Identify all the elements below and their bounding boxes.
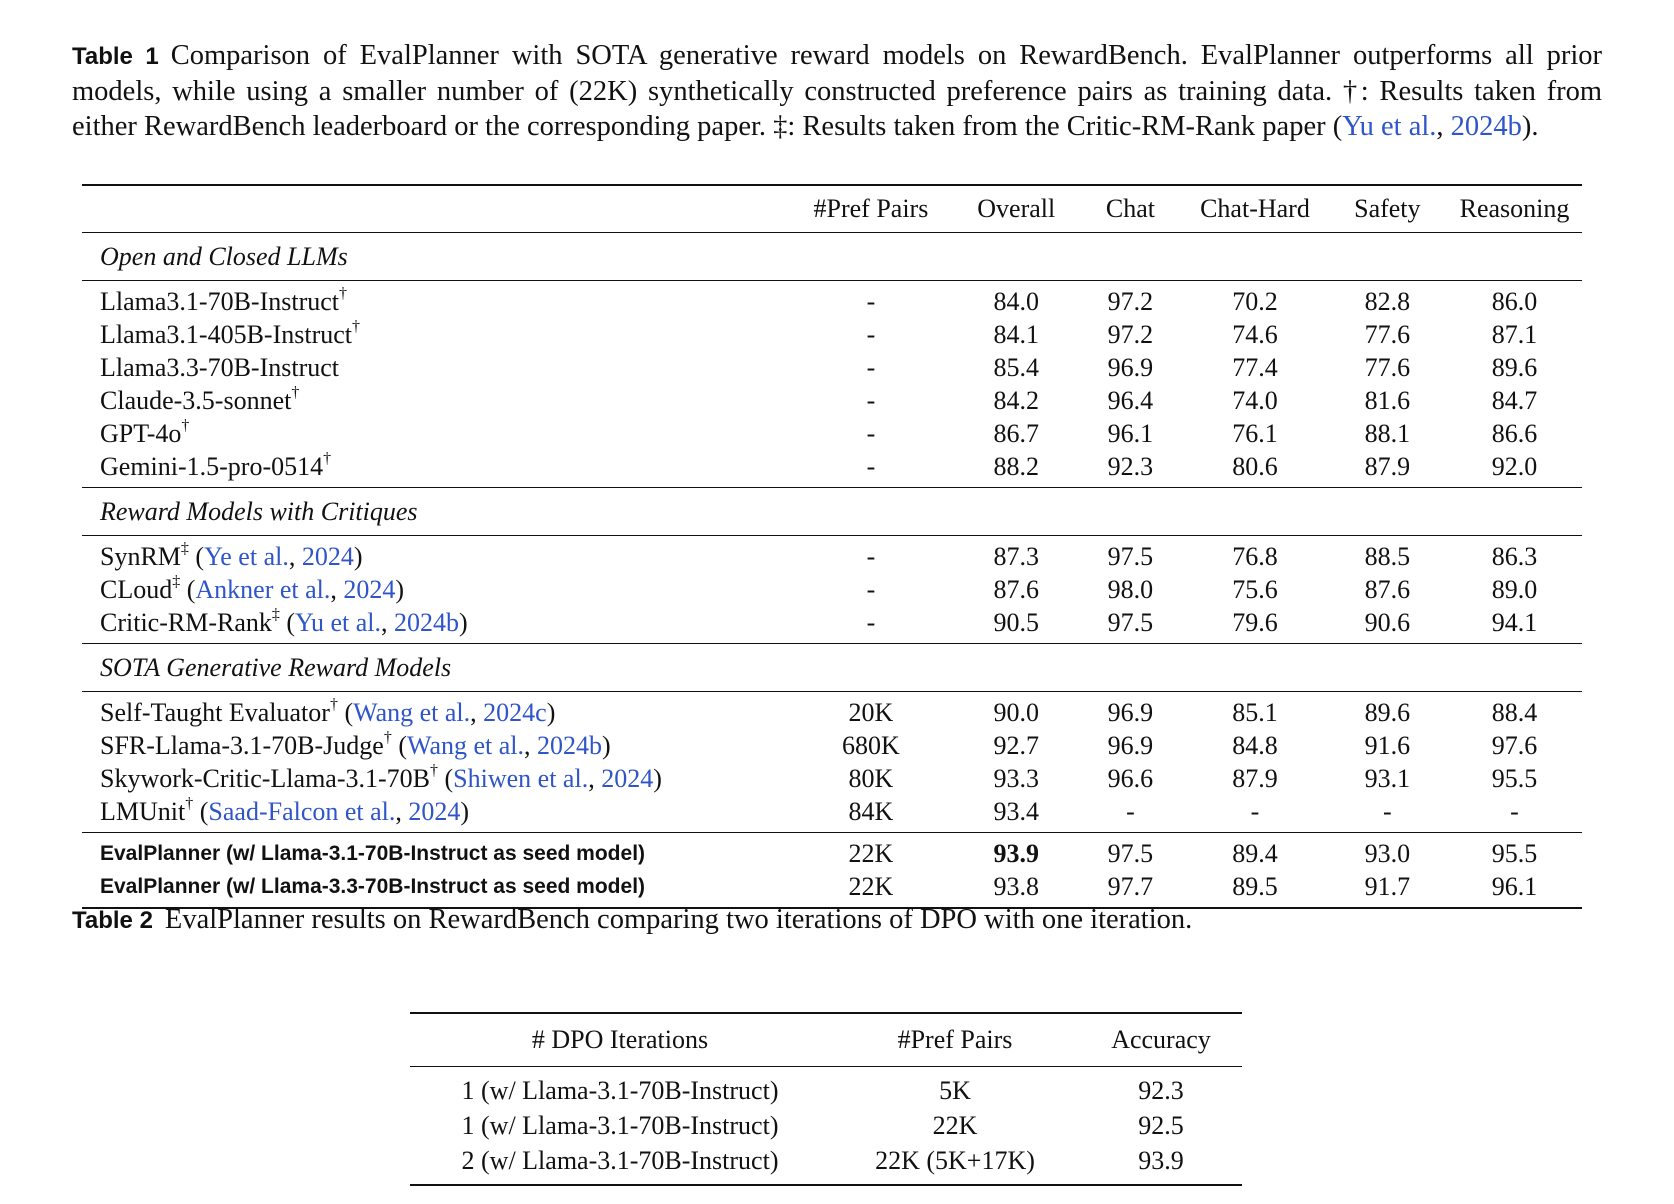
footnote-mark: † — [181, 417, 190, 434]
citation-link[interactable] — [195, 575, 395, 604]
cell-overall: 90.0 — [993, 698, 1039, 727]
table2-body — [410, 1067, 1242, 1186]
model-name: Gemini-1.5-pro-0514 — [100, 452, 324, 481]
header-model — [82, 185, 788, 233]
cell-overall: 93.3 — [993, 764, 1039, 793]
cell-chat-hard: 85.1 — [1232, 698, 1278, 727]
cell-iterations: 1 (w/ Llama-3.1-70B-Instruct) — [461, 1076, 779, 1105]
footnote-mark: ‡ — [172, 573, 181, 590]
cell-chat: 97.5 — [1107, 839, 1154, 868]
section-title: Reward Models with Critiques — [82, 488, 1582, 536]
footnote-mark: † — [185, 795, 194, 812]
model-name-cell — [82, 795, 788, 833]
model-name-cell — [82, 540, 788, 573]
citation-year[interactable]: 2024 — [601, 764, 654, 793]
citation-link[interactable] — [353, 698, 547, 727]
cell-pref: - — [866, 320, 876, 349]
cell-overall: 87.6 — [993, 575, 1039, 604]
cell-chat-hard: 84.8 — [1232, 731, 1278, 760]
citation-link[interactable]: Yu et al., 2024b — [1342, 111, 1522, 142]
cell-safety: 81.6 — [1364, 386, 1411, 415]
cell-safety: 87.6 — [1364, 575, 1411, 604]
citation-year[interactable]: 2024 — [343, 575, 396, 604]
cell-chat: 98.0 — [1107, 575, 1154, 604]
footnote-mark: † — [352, 318, 360, 335]
cell-pref: - — [866, 287, 876, 316]
citation-sep: , — [524, 731, 538, 760]
citation-sep: , — [380, 608, 394, 637]
citation-author[interactable]: Ankner et al. — [195, 575, 331, 604]
model-name: EvalPlanner (w/ Llama-3.1-70B-Instruct as seed model) — [100, 842, 646, 865]
citation-sep: , — [470, 698, 484, 727]
paren: ( — [193, 797, 209, 826]
cell-chat-hard: 74.6 — [1232, 320, 1278, 349]
cell-accuracy: 92.3 — [1138, 1076, 1184, 1105]
table-row-evalplanner — [82, 837, 1582, 870]
model-name-cell — [82, 450, 788, 488]
cell-safety: 93.0 — [1364, 839, 1411, 868]
cell-iterations: 1 (w/ Llama-3.1-70B-Instruct) — [461, 1111, 779, 1140]
table-row — [82, 795, 1582, 833]
cell-safety: 87.9 — [1328, 450, 1447, 488]
table2-caption-text: EvalPlanner results on RewardBench comparing two iterations of DPO with one iteration. — [164, 904, 1193, 935]
paren: ( — [188, 542, 205, 571]
footnote-mark: † — [329, 696, 338, 713]
cell-chat: 97.7 — [1079, 870, 1183, 908]
cell-overall: 84.1 — [993, 320, 1039, 349]
citation-sep: , — [330, 575, 344, 604]
cell-reasoning: 86.6 — [1491, 419, 1538, 448]
paren: ) — [395, 575, 405, 604]
citation-year[interactable]: 2024b — [537, 731, 603, 760]
cell-overall: 92.7 — [993, 731, 1039, 760]
cell-chat-hard: 89.4 — [1232, 839, 1278, 868]
footnote-mark: ‡ — [180, 540, 189, 557]
citation-author[interactable]: Shiwen et al. — [453, 764, 589, 793]
table1-caption: Table 1 Comparison of EvalPlanner with SOTA generative reward models on RewardBench. EvalPlanner outperforms all prior models, while using a smaller number of (22K) synthetically constructed preference pairs as training data. †: Results taken from either RewardBench leaderboard or the corresponding paper. ‡: Results taken from the Critic-RM-Rank paper (Yu et al., 2024b). — [72, 40, 1602, 142]
footnote-mark: † — [291, 384, 300, 401]
section-header — [82, 644, 1582, 692]
cell-reasoning: 97.6 — [1491, 731, 1538, 760]
cell-chat: 96.6 — [1107, 764, 1154, 793]
table-row — [82, 351, 1582, 384]
table-row — [82, 285, 1582, 318]
cell-pref: 20K — [848, 698, 894, 727]
cell-chat: 96.9 — [1107, 353, 1154, 382]
table-row — [82, 450, 1582, 488]
table-row — [82, 384, 1582, 417]
section-title: Open and Closed LLMs — [82, 233, 1582, 281]
cell-chat-hard: 80.6 — [1182, 450, 1327, 488]
table1-caption-text: Comparison of EvalPlanner with SOTA generative reward models on RewardBench. EvalPlanner outperforms all prior models, while using a smaller number of (22K) synthetically constructed preference pairs as training data. †: Results taken from either RewardBench leaderboard or the corresponding paper. ‡: Results taken from the Critic-RM-Rank paper ( — [72, 40, 1602, 142]
citation-sep: , — [588, 764, 602, 793]
cell-overall: 85.4 — [993, 353, 1039, 382]
model-name: Self-Taught Evaluator — [100, 698, 330, 727]
cell-pref-pairs: 22K (5K+17K) — [830, 1143, 1080, 1185]
header-overall: Overall — [954, 185, 1079, 233]
citation-link[interactable] — [204, 542, 354, 571]
model-name-cell — [82, 729, 788, 762]
footnote-mark: † — [323, 450, 332, 467]
cell-chat: 97.2 — [1107, 287, 1154, 316]
citation-year[interactable]: 2024c — [483, 698, 547, 727]
cell-reasoning: 89.0 — [1491, 575, 1538, 604]
section-header — [82, 233, 1582, 281]
cell-safety: 93.1 — [1364, 764, 1411, 793]
cell-safety: 89.6 — [1364, 698, 1411, 727]
cell-overall: 90.5 — [954, 606, 1079, 644]
cell-safety: 91.6 — [1364, 731, 1411, 760]
cell-overall: 86.7 — [993, 419, 1039, 448]
cell-chat-hard: 70.2 — [1232, 287, 1278, 316]
citation-link[interactable] — [407, 731, 602, 760]
cell-chat: 96.4 — [1107, 386, 1154, 415]
model-name-cell — [82, 573, 788, 606]
citation-author[interactable]: Saad-Falcon et al. — [208, 797, 396, 826]
citation-author[interactable]: Yu et al. — [295, 608, 381, 637]
paren: ( — [180, 575, 196, 604]
cell-chat-hard: 76.8 — [1232, 542, 1278, 571]
cell-accuracy: 92.5 — [1138, 1111, 1184, 1140]
header-safety: Safety — [1328, 185, 1447, 233]
paren: ) — [458, 608, 468, 637]
table1 — [82, 184, 1582, 909]
table2-header-row — [410, 1013, 1242, 1067]
header-chat-hard: Chat-Hard — [1182, 185, 1327, 233]
cell-chat-hard: - — [1182, 795, 1327, 833]
model-name: Llama3.1-70B-Instruct — [100, 287, 339, 316]
model-name-cell — [82, 417, 788, 450]
cell-reasoning: 86.0 — [1491, 287, 1538, 316]
cell-chat: 97.2 — [1107, 320, 1154, 349]
paren: ) — [460, 797, 470, 826]
table1-header-row — [82, 185, 1582, 233]
cell-chat-hard: 76.1 — [1232, 419, 1278, 448]
table-row — [82, 540, 1582, 573]
cell-reasoning: 94.1 — [1447, 606, 1582, 644]
table-row — [82, 696, 1582, 729]
table2-caption — [72, 902, 1602, 938]
cell-accuracy: 93.9 — [1080, 1143, 1242, 1185]
cell-pref: 80K — [848, 764, 894, 793]
paren: ( — [279, 608, 296, 637]
table1-label: Table 1 — [72, 43, 159, 70]
model-name: Skywork-Critic-Llama-3.1-70B — [100, 764, 430, 793]
cell-safety: 88.5 — [1364, 542, 1411, 571]
cell-pref: - — [866, 575, 876, 604]
paren: ) — [546, 698, 556, 727]
cell-chat-hard: 74.0 — [1232, 386, 1278, 415]
cell-reasoning: - — [1447, 795, 1582, 833]
cell-pref: - — [866, 353, 876, 382]
citation-link[interactable] — [295, 608, 459, 637]
cell-overall: 84.0 — [993, 287, 1039, 316]
citation-author[interactable]: Wang et al. — [353, 698, 471, 727]
paren: ( — [438, 764, 454, 793]
footnote-mark: † — [430, 762, 438, 779]
model-name: Llama3.1-405B-Instruct — [100, 320, 352, 349]
table-row — [410, 1143, 1242, 1185]
cell-pref: 680K — [842, 731, 900, 760]
cell-safety: 77.6 — [1364, 353, 1411, 382]
model-name: CLoud — [100, 575, 173, 604]
model-name-cell — [82, 318, 788, 351]
table1-body — [82, 233, 1582, 909]
cell-reasoning: 88.4 — [1491, 698, 1538, 727]
citation-year[interactable]: 2024 — [301, 542, 354, 571]
cell-chat: 97.5 — [1079, 606, 1183, 644]
paren: ) — [602, 731, 611, 760]
model-name: LMUnit — [100, 797, 186, 826]
cell-overall: 87.3 — [993, 542, 1039, 571]
cell-safety: 91.7 — [1328, 870, 1447, 908]
cell-pref: 22K — [848, 839, 894, 868]
cell-chat: 96.9 — [1107, 698, 1154, 727]
cell-pref: 22K — [788, 870, 954, 908]
footnote-mark: † — [339, 285, 347, 302]
table-row — [82, 762, 1582, 795]
cell-overall: 88.2 — [954, 450, 1079, 488]
header-accuracy: Accuracy — [1080, 1013, 1242, 1067]
table-row — [82, 573, 1582, 606]
table-row — [410, 1108, 1242, 1143]
model-name: SFR-Llama-3.1-70B-Judge — [100, 731, 384, 760]
cell-reasoning: 92.0 — [1447, 450, 1582, 488]
cell-pref: 84K — [788, 795, 954, 833]
header-pref-pairs: #Pref Pairs — [788, 185, 954, 233]
model-name-cell — [82, 285, 788, 318]
header-dpo-iterations: # DPO Iterations — [410, 1013, 830, 1067]
cell-reasoning: 84.7 — [1491, 386, 1538, 415]
footnote-mark: ‡ — [271, 606, 280, 623]
cell-pref: - — [788, 606, 954, 644]
table2-label: Table 2 — [72, 907, 153, 934]
paren: ( — [337, 698, 354, 727]
section-header — [82, 488, 1582, 536]
cell-safety: 88.1 — [1364, 419, 1411, 448]
cell-overall: 93.8 — [954, 870, 1079, 908]
cell-reasoning: 86.3 — [1491, 542, 1538, 571]
citation-year[interactable]: 2024b — [393, 608, 459, 637]
model-name: Llama3.3-70B-Instruct — [100, 353, 339, 382]
cell-reasoning: 89.6 — [1491, 353, 1538, 382]
cell-chat: 96.1 — [1107, 419, 1154, 448]
model-name: Claude-3.5-sonnet — [100, 386, 292, 415]
table-row — [82, 318, 1582, 351]
paren: ( — [391, 731, 407, 760]
cell-overall: 93.9 — [993, 839, 1039, 868]
table-row — [82, 729, 1582, 762]
paren: ) — [353, 542, 363, 571]
cell-chat: 97.5 — [1107, 542, 1154, 571]
model-name: Critic-RM-Rank — [100, 608, 272, 637]
model-name: GPT-4o — [100, 419, 182, 448]
cell-chat-hard: 77.4 — [1232, 353, 1278, 382]
cell-pref: - — [866, 386, 876, 415]
table2 — [410, 1012, 1242, 1186]
header-t2-pref-pairs: #Pref Pairs — [830, 1013, 1080, 1067]
cell-pref: - — [788, 450, 954, 488]
model-name: SynRM — [100, 542, 181, 571]
citation-sep: , — [395, 797, 409, 826]
model-name: EvalPlanner (w/ Llama-3.3-70B-Instruct as seed model) — [82, 870, 788, 908]
header-chat: Chat — [1079, 185, 1183, 233]
table-row — [410, 1067, 1242, 1109]
footnote-mark: † — [383, 729, 392, 746]
model-name-cell — [82, 696, 788, 729]
cell-chat: 92.3 — [1079, 450, 1183, 488]
cell-pref: - — [866, 419, 876, 448]
model-name-cell — [82, 384, 788, 417]
citation-year[interactable]: 2024 — [408, 797, 461, 826]
cell-safety: 90.6 — [1328, 606, 1447, 644]
cell-chat: 96.9 — [1107, 731, 1154, 760]
cell-reasoning: 87.1 — [1491, 320, 1538, 349]
cell-pref: - — [866, 542, 876, 571]
paren: ) — [653, 764, 662, 793]
cell-reasoning: 95.5 — [1491, 764, 1538, 793]
cell-iterations: 2 (w/ Llama-3.1-70B-Instruct) — [410, 1143, 830, 1185]
citation-link[interactable] — [453, 764, 653, 793]
cell-chat-hard: 87.9 — [1232, 764, 1278, 793]
model-name-cell — [82, 762, 788, 795]
table-row — [82, 417, 1582, 450]
cell-pref-pairs: 5K — [939, 1076, 971, 1105]
citation-link[interactable] — [208, 797, 460, 826]
cell-chat-hard: 89.5 — [1182, 870, 1327, 908]
cell-safety: 77.6 — [1364, 320, 1411, 349]
cell-reasoning: 95.5 — [1491, 839, 1538, 868]
model-name-cell — [82, 606, 788, 644]
cell-overall: 93.4 — [954, 795, 1079, 833]
citation-sep: , — [288, 542, 302, 571]
cell-chat-hard: 79.6 — [1182, 606, 1327, 644]
header-reasoning: Reasoning — [1447, 185, 1582, 233]
cell-safety: 82.8 — [1364, 287, 1411, 316]
citation-author[interactable]: Ye et al. — [204, 542, 289, 571]
cell-safety: - — [1328, 795, 1447, 833]
cell-reasoning: 96.1 — [1447, 870, 1582, 908]
section-title: SOTA Generative Reward Models — [82, 644, 1582, 692]
table-row — [82, 606, 1582, 644]
model-name-cell — [82, 351, 788, 384]
cell-pref-pairs: 22K — [932, 1111, 978, 1140]
cell-chat: - — [1079, 795, 1183, 833]
citation-author[interactable]: Wang et al. — [406, 731, 525, 760]
cell-chat-hard: 75.6 — [1232, 575, 1278, 604]
cell-overall: 84.2 — [993, 386, 1039, 415]
